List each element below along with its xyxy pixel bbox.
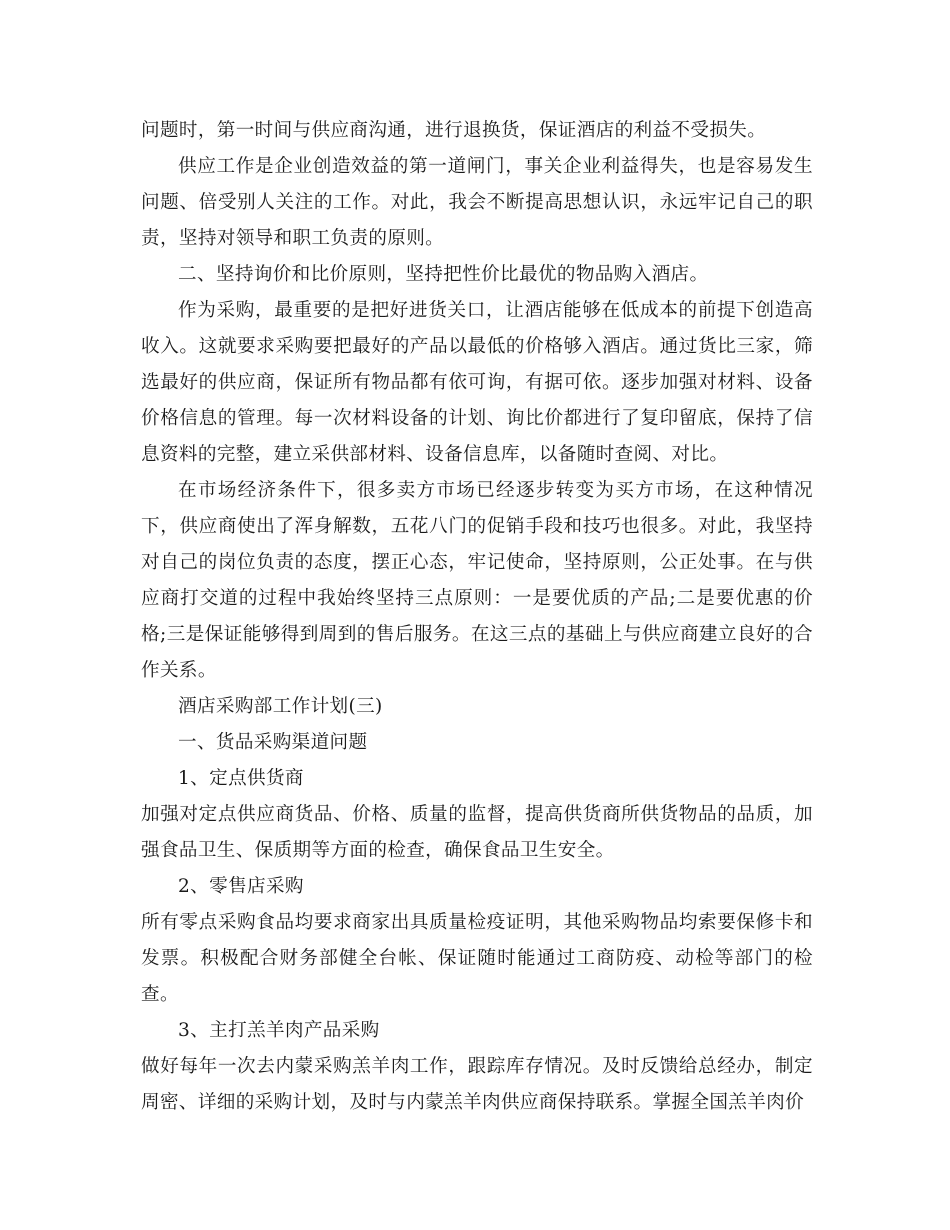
document-page: [141, 113, 813, 1121]
paragraph-continuation: 问题时，第一时间与供应商沟通，进行退换货，保证酒店的利益不受损失。: [141, 120, 767, 141]
section-heading-channels: 一、货品采购渠道问题: [178, 732, 368, 753]
subheading-retail-purchasing: 2、零售店采购: [178, 876, 304, 897]
paragraph-supply-work: 供应工作是企业创造效益的第一道闸门，事关企业利益得失，也是容易发生问题、倍受别人关注的工作。对此，我会不断提高思想认识，永远牢记自己的职责，坚持对领导和职工负责的原则。: [141, 156, 813, 249]
paragraph-lamb-purchasing: 做好每年一次去内蒙采购羔羊肉工作，跟踪库存情况。及时反馈给总经办，制定周密、详细的采购计划，及时与内蒙羔羊肉供应商保持联系。掌握全国羔羊肉价: [141, 1056, 813, 1113]
paragraph-designated-suppliers: 加强对定点供应商货品、价格、质量的监督，提高供货商所供货物品的品质，加强食品卫生、保质期等方面的检查，确保食品卫生安全。: [141, 804, 813, 861]
paragraph-purchasing-gatekeeping: 作为采购，最重要的是把好进货关口，让酒店能够在低成本的前提下创造高收入。这就要求采购要把最好的产品以最低的价格够入酒店。通过货比三家，筛选最好的供应商，保证所有物品都有依可询，有据可依。逐步加强对材料、设备价格信息的管理。每一次材料设备的计划、询比价都进行了复印留底，保持了信息资料的完整，建立采供部材料、设备信息库，以备随时查阅、对比。: [141, 300, 813, 465]
paragraph-market-economy: 在市场经济条件下，很多卖方市场已经逐步转变为买方市场，在这种情况下，供应商使出了浑身解数，五花八门的促销手段和技巧也很多。对此，我坚持对自己的岗位负责的态度，摆正心态，牢记使命，坚持原则，公正处事。在与供应商打交道的过程中我始终坚持三点原则：一是要优质的产品;二是要优惠的价格;三是保证能够得到周到的售后服务。在这三点的基础上与供应商建立良好的合作关系。: [141, 480, 813, 681]
subheading-lamb-purchasing: 3、主打羔羊肉产品采购: [178, 1020, 380, 1041]
subheading-designated-suppliers: 1、定点供货商: [178, 768, 304, 789]
paragraph-retail-purchasing: 所有零点采购食品均要求商家出具质量检疫证明，其他采购物品均索要保修卡和发票。积极配合财务部健全台帐、保证随时能通过工商防疫、动检等部门的检查。: [141, 912, 813, 1005]
section-title-plan-three: 酒店采购部工作计划(三): [178, 696, 383, 717]
section-heading-inquiry-principle: 二、坚持询价和比价原则，坚持把性价比最优的物品购入酒店。: [178, 264, 709, 285]
